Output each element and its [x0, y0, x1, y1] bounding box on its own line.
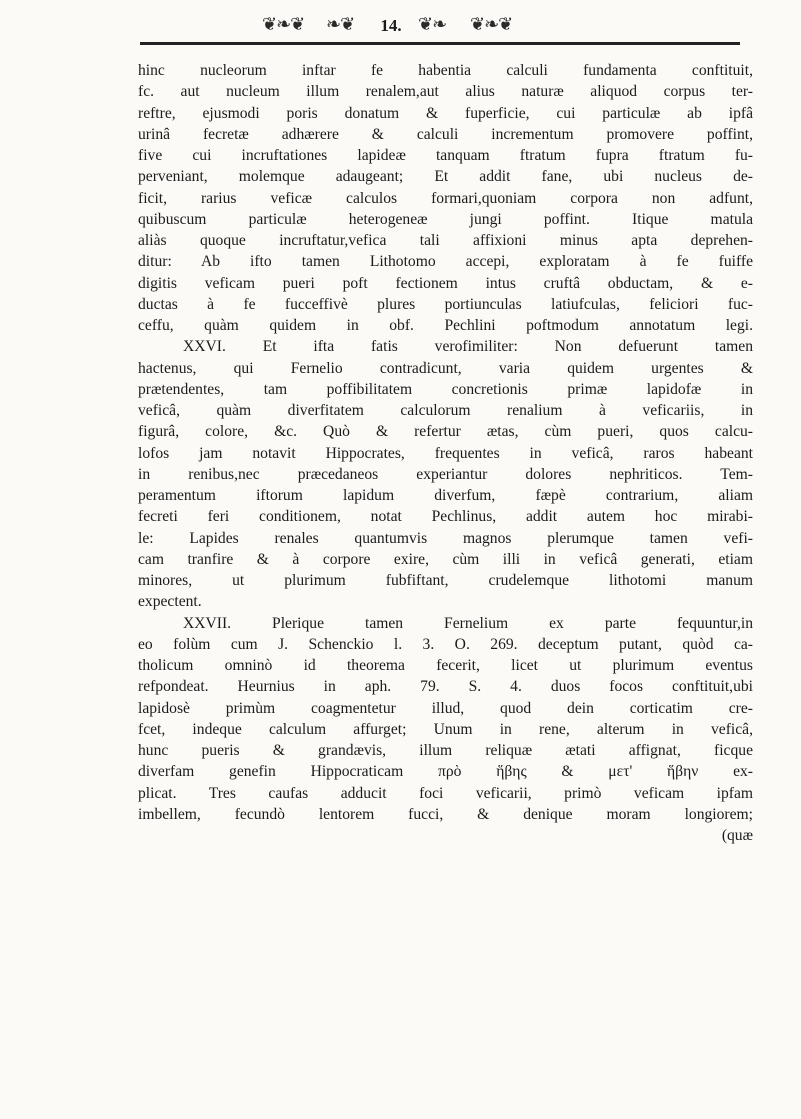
page-header [0, 12, 801, 56]
text-line: hunc pueris & grandævis, illum reliquæ ætati affignat, ficque [138, 742, 753, 759]
text-line: lofos jam notavit Hippocrates, frequentes in veficâ, raros habeant [138, 444, 753, 462]
text-line: refpondeat. Heurnius in aph. 79. S. 4. duos focos conftituit,ubi [138, 678, 753, 696]
fleuron-left-inner-icon: ❧❦ [326, 13, 355, 34]
fleuron-left-outer-icon: ❦❧❦ [262, 13, 305, 34]
text-line: urinâ fecretæ adhærere & calculi incrementum promovere poffint, [138, 125, 753, 143]
text-line: veficâ, quàm diverfitatem calculorum renalium à veficariis, in [138, 402, 753, 419]
text-line: in renibus,nec præcedaneos experiantur dolores nephriticos. Tem- [138, 465, 753, 483]
text-line: reftre, ejusmodi poris donatum & fuperficie, cui particulæ ab ipfâ [138, 104, 753, 122]
page-number: 14. [380, 16, 402, 35]
text-line: ficit, rarius veficæ calculos formari,quoniam corpora non adfunt, [138, 189, 753, 207]
text-line: le: Lapides renales quantumvis magnos plerumque tamen vefi- [138, 529, 753, 547]
text-line: quibuscum particulæ heterogeneæ jungi poffint. Itique matula [138, 210, 753, 228]
text-line: cam tranfire & à corpore exire, cùm illi in veficâ generati, etiam [138, 550, 753, 568]
text-line: five cui incruftationes lapideæ tanquam ftratum fupra ftratum fu- [138, 147, 753, 164]
text-line: prætendentes, tam poffibilitatem concretionis primæ lapidofæ in [138, 380, 753, 398]
fleuron-right-outer-icon: ❦❧❦ [470, 13, 513, 34]
fleuron-right-inner-icon: ❦❧ [418, 13, 447, 34]
text-line: ductas à fe fucceffivè plures portiunculas latiufculas, feliciori fuc- [138, 295, 753, 313]
text-line: imbellem, fecundò lentorem fucci, & denique moram longiorem; [138, 805, 753, 823]
section-heading-line: XXVI. Et ifta fatis verofimiliter: Non defuerunt tamen [183, 338, 753, 356]
text-line: peramentum iftorum lapidum diverfum, fæpè contrarium, aliam [138, 487, 753, 504]
text-line: figurâ, colore, &c. Quò & refertur ætas, cùm pueri, quos calcu- [138, 423, 753, 441]
text-line: hactenus, qui Fernelio contradicunt, varia quidem urgentes & [138, 359, 753, 377]
text-line: eo folùm cum J. Schenckio l. 3. O. 269. deceptum putant, quòd ca- [138, 635, 753, 653]
text-line: tholicum omninò id theorema fecerit, licet ut plurimum eventus [138, 657, 753, 674]
text-line: expectent. [138, 593, 202, 611]
text-line: digitis veficam pueri poft fectionem intus cruftâ obductam, & e- [138, 274, 753, 292]
page-body [138, 60, 753, 846]
text-line: fecreti feri conditionem, notat Pechlinus, addit autem hoc mirabi- [138, 508, 753, 526]
text-line: plicat. Tres caufas adducit foci veficarii, primò veficam ipfam [138, 784, 753, 802]
section-heading-line: XXVII. Plerique tamen Fernelium ex parte fequuntur,in [183, 614, 753, 632]
text-line: minores, ut plurimum fubfiftant, crudelemque lithotomi manum [138, 572, 753, 589]
text-line: ditur: Ab ifto tamen Lithotomo accepi, exploratam à fe fuiffe [138, 253, 753, 271]
text-line: hinc nucleorum inftar fe habentia calculi fundamenta conftituit, [138, 62, 753, 79]
text-line: perveniant, molemque adaugeant; Et addit fane, ubi nucleus de- [138, 168, 753, 186]
text-line: fc. aut nucleum illum renalem,aut alius naturæ aliquod corpus ter- [138, 83, 753, 101]
text-line: diverfam genefin Hippocraticam πρὸ ἥβης & μετ' ἥβην ex- [138, 763, 753, 781]
text-line: lapidosè primùm coagmentetur illud, quod dein corticatim cre- [138, 699, 753, 717]
text-line: ceffu, quàm quidem in obf. Pechlini poftmodum annotatum legi. [138, 317, 753, 334]
header-rule [140, 42, 740, 45]
catchword: (quæ [721, 827, 753, 844]
text-line: aliàs quoque incruftatur,vefica tali affixioni minus apta deprehen- [138, 232, 753, 249]
text-line: fcet, indeque calculum affurget; Unum in rene, alterum in veficâ, [138, 720, 753, 738]
